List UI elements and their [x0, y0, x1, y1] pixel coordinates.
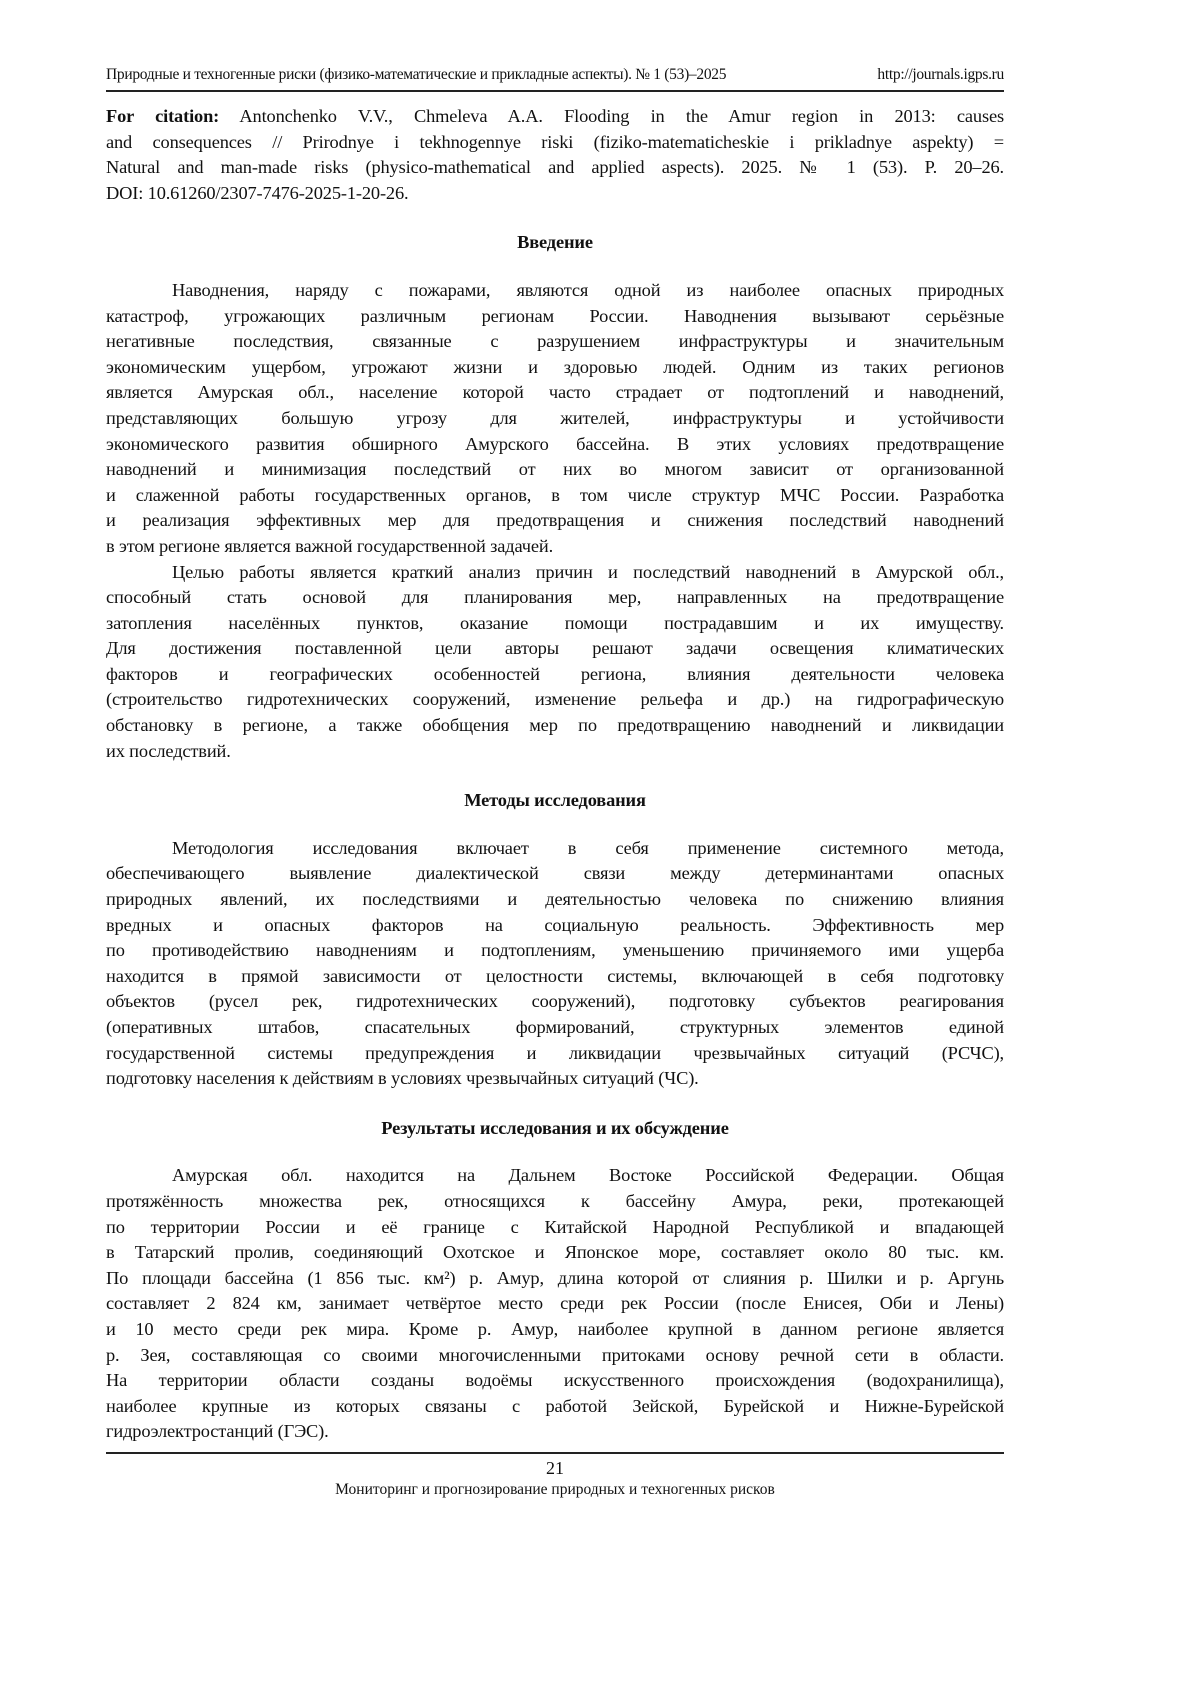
- text-line: негативные последствия, связанные с разрушением инфраструктуры и значительным: [106, 331, 1004, 352]
- section-heading: Результаты исследования и их обсуждение: [381, 1117, 729, 1138]
- text-line: в Татарский пролив, соединяющий Охотское и Японское море, составляет около 80 тыс. км.: [106, 1242, 1004, 1263]
- citation-label: For citation:: [106, 106, 220, 126]
- text-line: На территории области созданы водоёмы искусственного происхождения (водохранилища),: [106, 1370, 1004, 1391]
- running-header: [106, 66, 1004, 92]
- citation-line: [106, 104, 1004, 130]
- text-line: протяжённость множества рек, относящихся к бассейну Амура, реки, протекающей: [106, 1190, 1004, 1211]
- text-line: катастроф, угрожающих различным регионам России. Наводнения вызывают серьёзные: [106, 305, 1004, 326]
- text-line: способный стать основой для планирования мер, направленных на предотвращение: [106, 587, 1004, 608]
- paragraph: [106, 278, 1004, 560]
- citation-line: and consequences // Prirodnye i tekhnogennye riski (fiziko-matematicheskie i prikladnye aspekty) =: [106, 131, 1004, 152]
- text-line: (строительство гидротехнических сооружений, изменение рельефа и др.) на гидрографическую: [106, 689, 1004, 710]
- text-line: подготовку населения к действиям в условиях чрезвычайных ситуаций (ЧС).: [106, 1068, 699, 1089]
- text-line: затопления населённых пунктов, оказание помощи пострадавшим и их имуществу.: [106, 612, 1004, 633]
- text-line: Наводнения, наряду с пожарами, являются одной из наиболее опасных природных: [172, 279, 1004, 300]
- text-line: наводнений и минимизация последствий от них во многом зависит от организованной: [106, 459, 1004, 480]
- text-line: По площади бассейна (1 856 тыс. км²) р. Амур, длина которой от слияния р. Шилки и р. Аргунь: [106, 1267, 1004, 1288]
- paragraph: [106, 1163, 1004, 1445]
- paragraph: [106, 560, 1004, 765]
- text-line: природных явлений, их последствиями и деятельностью человека по снижению влияния: [106, 889, 1004, 910]
- citation-text: Antonchenko V.V., Chmeleva A.A. Flooding in the Amur region in 2013: causes: [239, 106, 1004, 126]
- page-number: 21: [546, 1458, 564, 1478]
- text-line: их последствий.: [106, 740, 231, 761]
- text-line: является Амурская обл., население которой часто страдает от подтоплений и наводнений,: [106, 382, 1004, 403]
- journal-url[interactable]: http://journals.igps.ru: [877, 66, 1004, 83]
- text-line: обстановку в регионе, а также обобщения мер по предотвращению наводнений и ликвидации: [106, 715, 1004, 736]
- article-body: [106, 104, 1004, 1445]
- text-line: Целью работы является краткий анализ причин и последствий наводнений в Амурской обл.,: [172, 561, 1004, 582]
- text-line: (оперативных штабов, спасательных формирований, структурных элементов единой: [106, 1017, 1004, 1037]
- text-line: в этом регионе является важной государственной задачей.: [106, 535, 554, 556]
- text-line: и 10 место среди рек мира. Кроме р. Амур, наиболее крупной в данном регионе является: [106, 1318, 1004, 1339]
- text-line: и слаженной работы государственных органов, в том числе структур МЧС России. Разработка: [106, 484, 1004, 505]
- text-line: составляет 2 824 км, занимает четвёртое место среди рек России (после Енисея, Оби и Лены): [106, 1293, 1004, 1314]
- section-heading: Введение: [517, 232, 593, 253]
- citation-line: DOI: 10.61260/2307-7476-2025-1-20-26.: [106, 182, 409, 203]
- text-line: по противодействию наводнениям и подтоплениям, уменьшению причиняемого ими ущерба: [106, 940, 1004, 961]
- paragraph: [106, 836, 1004, 1092]
- footer-text: Мониторинг и прогнозирование природных и техногенных рисков: [335, 1481, 775, 1498]
- text-line: факторов и географических особенностей региона, влияния деятельности человека: [106, 663, 1004, 684]
- text-line: Методология исследования включает в себя применение системного метода,: [172, 837, 1004, 858]
- text-line: экономического развития обширного Амурского бассейна. В этих условиях предотвращение: [106, 433, 1004, 454]
- text-line: наиболее крупные из которых связаны с работой Зейской, Бурейской и Нижне-Бурейской: [106, 1395, 1004, 1416]
- text-line: государственной системы предупреждения и ликвидации чрезвычайных ситуаций (РСЧС),: [106, 1042, 1004, 1063]
- section-heading: Методы исследования: [464, 790, 646, 811]
- text-line: Для достижения поставленной цели авторы решают задачи освещения климатических: [106, 638, 1004, 659]
- text-line: гидроэлектростанций (ГЭС).: [106, 1421, 329, 1442]
- page-footer: [106, 1452, 1004, 1499]
- text-line: р. Зея, составляющая со своими многочисленными притоками основу речной сети в области.: [106, 1344, 1004, 1365]
- text-line: вредных и опасных факторов на социальную реальность. Эффективность мер: [106, 914, 1004, 935]
- citation-line: Natural and man-made risks (physico-mathematical and applied aspects). 2025. № 1 (53). P. 20–26.: [106, 157, 1004, 178]
- journal-title: Природные и техногенные риски (физико-математические и прикладные аспекты). № 1 (53)–2025: [106, 66, 727, 83]
- text-line: экономическим ущербом, угрожают жизни и здоровью людей. Одним из таких регионов: [106, 356, 1004, 377]
- text-line: Амурская обл. находится на Дальнем Востоке Российской Федерации. Общая: [172, 1165, 1004, 1186]
- text-line: объектов (русел рек, гидротехнических сооружений), подготовку субъектов реагирования: [106, 991, 1004, 1012]
- citation-block: [106, 104, 1004, 206]
- text-line: представляющих большую угрозу для жителей, инфраструктуры и устойчивости: [106, 407, 1004, 428]
- text-line: находится в прямой зависимости от целостности системы, включающей в себя подготовку: [106, 965, 1004, 986]
- text-line: по территории России и её границе с Китайской Народной Республикой и впадающей: [106, 1216, 1004, 1237]
- text-line: и реализация эффективных мер для предотвращения и снижения последствий наводнений: [106, 510, 1004, 531]
- text-line: обеспечивающего выявление диалектической связи между детерминантами опасных: [106, 863, 1004, 884]
